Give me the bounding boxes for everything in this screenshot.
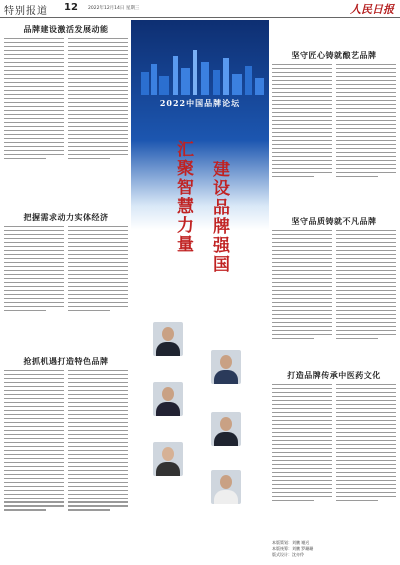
speaker-photo	[153, 442, 183, 476]
article-title: 把握需求动力实体经济	[23, 212, 109, 222]
speaker-portraits	[131, 320, 269, 520]
article-body	[4, 370, 128, 511]
article-title: 品牌建设激活发展动能	[23, 24, 109, 34]
article-title: 打造品牌传承中医药文化	[287, 370, 381, 380]
article-left-3	[4, 356, 128, 511]
center-column	[131, 20, 269, 565]
left-column	[4, 20, 128, 565]
page-credits	[272, 540, 396, 558]
masthead	[0, 0, 400, 18]
speaker-photo	[211, 350, 241, 384]
slogan-gather-wisdom: 汇聚智慧力量	[173, 140, 193, 254]
article-title: 抢抓机遇打造特色品牌	[23, 356, 109, 366]
slogan-build-brand: 建设品牌强国	[209, 160, 229, 274]
article-body	[4, 226, 128, 311]
right-column	[272, 20, 396, 565]
city-skyline-illustration	[131, 50, 269, 95]
article-body	[272, 64, 396, 177]
hero-banner	[131, 20, 269, 320]
article-body	[272, 230, 396, 339]
article-title: 坚守品质铸就不凡品牌	[291, 216, 377, 226]
article-right-3	[272, 370, 396, 501]
article-body	[272, 384, 396, 501]
article-left-2	[4, 212, 128, 311]
article-right-1	[272, 50, 396, 177]
credit-line: 本版策划：刘鹏 谢迟	[272, 540, 310, 545]
speaker-photo	[211, 470, 241, 504]
issue-date: 2022年12月14日 星期三	[88, 6, 140, 11]
speaker-photo	[153, 382, 183, 416]
section-name: 特别报道	[4, 6, 48, 17]
speaker-photo	[153, 322, 183, 356]
article-right-2	[272, 216, 396, 339]
article-left-1	[4, 24, 128, 159]
forum-title: 2022中国品牌论坛	[159, 98, 241, 108]
speaker-photo	[211, 412, 241, 446]
article-body	[4, 38, 128, 159]
page-number: 12	[64, 2, 78, 13]
newspaper-logo: 人民日报	[350, 3, 394, 16]
credit-line: 版式设计：沈亦伶	[272, 552, 304, 557]
article-title: 坚守匠心铸就酿艺品牌	[291, 50, 377, 60]
credit-line: 本版统筹：刘鹏 罗珊珊	[272, 546, 314, 551]
